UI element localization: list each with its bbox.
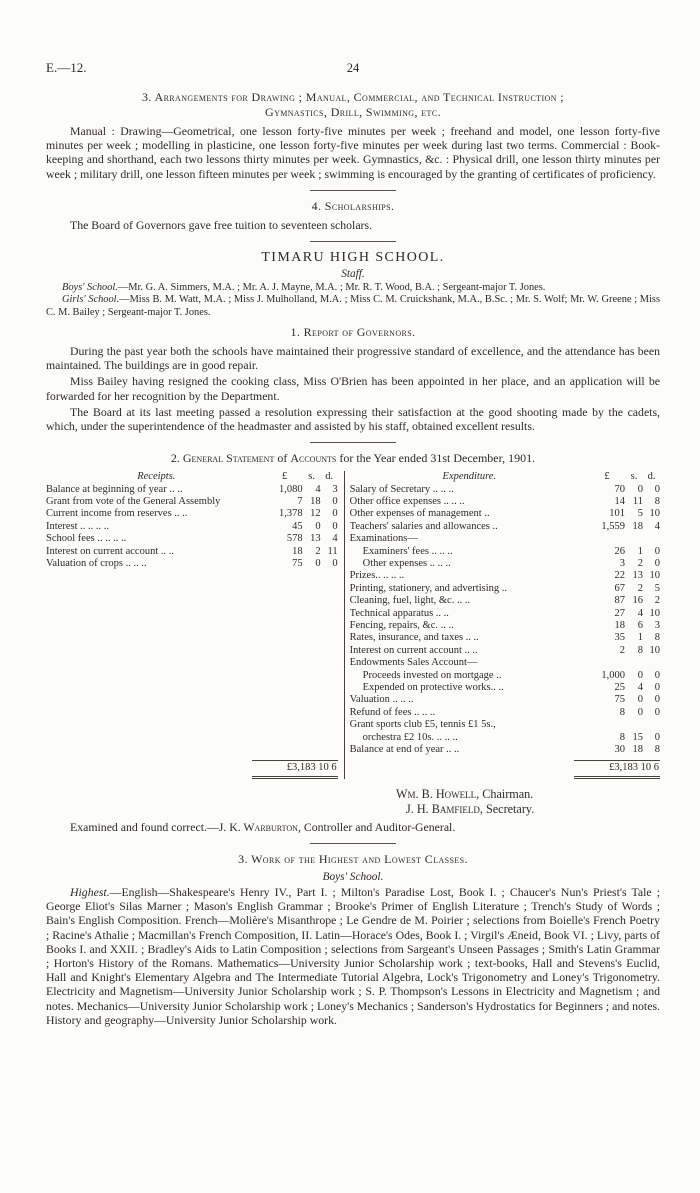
row-pence: 10 [649,644,660,656]
heading-line-1: 3. Arrangements for Drawing ; Manual, Commercial, and Technical Instruction ; [141,90,565,104]
row-shillings: 15 [632,731,643,743]
row-pence: 10 [649,570,660,582]
row-label: Balance at end of year .. .. [349,744,460,756]
table-row [46,508,338,520]
row-pounds: 22 [614,570,625,582]
shillings-header: s. [308,471,315,483]
audit-prefix: Examined and found correct.— [70,819,219,834]
report-paragraph-2: Miss Bailey having resigned the cooking class, Miss O'Brien has been appointed in her place, and an application will be forwarded for her recognition by the Department. [46,374,660,403]
row-label: Interest on current account .. .. [46,545,174,557]
row-pounds: 1,080 [279,483,303,495]
work-heading: 3. Work of the Highest and Lowest Classes. [238,851,468,866]
pence-header: d. [647,471,656,483]
table-row [350,595,660,607]
row-shillings: 0 [637,483,643,495]
table-group-row [350,657,660,669]
shillings-header: s. [630,471,638,483]
row-pounds: 87 [614,595,625,607]
arrangements-paragraph: Manual : Drawing—Geometrical, one lesson forty-five minutes per week ; freehand and model, one lesson forty-five minutes per week ; modelling in plasticine, one lesson forty-five minutes per week during last two terms. Commercial : Book-keeping and shorthand, each two lessons thirty minutes per week. Gymnastics, &c. : Physical drill, one lesson thirty minutes per week ; military drill, one lesson fifteen minutes per week ; swimming is encouraged by the granting of certificates of proficiency. [46,124,660,181]
row-label: Cleaning, fuel, light, &c. .. .. [349,595,471,607]
row-pence: 10 [649,607,660,619]
row-label: Endowments Sales Account— [349,657,478,669]
row-pence: 0 [332,557,338,569]
row-pounds: 1,559 [601,520,625,532]
row-pence [643,719,660,731]
table-row [46,484,338,496]
row-pence: 3 [332,483,338,495]
table-row [350,645,660,657]
row-label: Other expenses of management .. [349,508,490,520]
row-label: orchestra £2 10s. .. .. .. [362,731,458,743]
section-divider [310,241,396,242]
chairman-signature [396,787,660,802]
table-row [350,484,660,496]
row-shillings: 1 [637,545,643,557]
accounts-table [46,471,660,779]
section-divider [310,843,396,844]
table-row [350,570,660,582]
row-shillings: 13 [632,570,643,582]
row-label: Rates, insurance, and taxes .. .. [349,632,479,644]
secretary-signature [396,802,660,817]
row-shillings: 18 [632,744,643,756]
row-pounds: 75 [614,694,625,706]
expenditure-column-header [350,471,660,483]
row-pence: 0 [654,545,660,557]
row-label: Other office expenses .. .. .. [349,495,465,507]
row-pounds: 3 [619,557,625,569]
row-shillings: 0 [637,694,643,706]
table-row [350,707,660,719]
row-label: Printing, stationery, and advertising .. [349,582,508,594]
row-shillings: 6 [637,620,643,631]
boys-school-label: Boys' School. [62,282,118,294]
row-label: Technical apparatus .. .. [349,607,449,619]
table-row [350,732,660,744]
row-shillings: 18 [632,520,643,532]
row-pounds: 67 [614,582,625,594]
row-pounds: 8 [619,706,625,718]
row-pounds: 26 [614,545,625,557]
row-pence: 5 [654,582,660,594]
receipts-total: £3,183 10 6 [252,760,338,778]
work-lead: Highest. [70,884,110,899]
row-shillings: 12 [310,508,321,520]
row-pounds: 2 [619,644,625,656]
row-pounds: 1,000 [601,669,625,681]
signature-block [396,787,660,818]
row-pence: 0 [654,731,660,743]
table-row [46,496,338,508]
table-group-row [350,719,660,731]
row-label: School fees .. .. .. .. [46,533,127,545]
row-pounds: 45 [292,520,303,532]
row-label: Teachers' salaries and allowances .. [349,520,498,532]
row-label: Examiners' fees .. .. .. [362,545,453,557]
row-pence: 0 [332,495,338,507]
table-row [350,608,660,620]
row-label: Salary of Secretary .. .. .. [349,483,454,495]
receipts-column [46,471,338,779]
row-shillings: 0 [637,706,643,718]
row-label: Valuation of crops .. .. .. [46,557,147,569]
report-paragraph-1: During the past year both the schools have maintained their progressive standard of excellence, and the attendance has been maintained. The buildings are in good repair. [46,343,660,373]
receipts-title: Receipts. [137,471,176,483]
girls-school-label: Girls' School. [62,294,120,306]
table-row [350,546,660,558]
row-pence: 4 [332,533,338,545]
row-pounds: 578 [286,533,303,545]
scholarships-paragraph: The Board of Governors gave free tuition to seventeen scholars. [70,217,373,232]
pounds-header: £ [604,471,610,483]
row-pence: 0 [332,508,338,520]
table-row [350,583,660,595]
row-pence: 0 [654,706,660,718]
pence-header: d. [325,471,334,483]
row-pence: 8 [654,632,660,644]
section-divider [310,442,396,443]
row-shillings: 8 [637,644,643,656]
row-pence: 8 [654,744,660,756]
row-label: Interest .. .. .. .. [46,520,109,532]
school-title: TIMARU HIGH SCHOOL. [261,250,445,266]
expenditure-total: £3,183 10 6 [574,760,660,778]
table-row [350,558,660,570]
row-shillings: 18 [310,495,321,507]
row-shillings: 11 [632,495,643,507]
table-row [350,682,660,694]
row-pounds: 30 [614,744,625,756]
row-shillings: 16 [632,595,643,607]
table-row [46,558,338,570]
document-reference: E.—12. [46,60,87,75]
row-shillings: 0 [637,669,643,681]
row-shillings [625,657,643,669]
page-number: 24 [346,61,360,75]
accounts-heading-year: for the Year ended 31st December, 1901. [336,451,536,466]
table-row [350,670,660,682]
row-shillings: 4 [637,682,643,694]
accounts-heading-number: 2. [170,451,183,466]
row-pence: 4 [654,520,660,532]
table-row [350,521,660,533]
row-pence: 10 [649,508,660,520]
table-row [46,521,338,533]
secretary-title: , Secretary. [479,802,535,817]
row-label: Balance at beginning of year .. .. [46,483,183,495]
row-pounds: 75 [292,557,303,569]
table-row [46,546,338,558]
section-divider [310,190,396,191]
row-pounds [589,719,625,731]
table-group-row [350,533,660,545]
work-body: —English—Shakespeare's Henry IV., Part I. ; Milton's Paradise Lost, Book I. ; Chaucer's Nun's Priest's Tale ; George Eliot's Silas Marner ; Mason's English Grammar ; Brooke's Primer of English Literature ; Trench's Study of Words ; Bain's English Composition. French—Molière's Misanthrope ; Le Gendre de M. Poirier ; selections from Boielle's French Poetry ; Racine's Athalie ; Macmillan's French Composition, II. Latin—Horace's Odes, Book I. ; Virgil's Æneid, Book VI. ; Livy, parts of Books I. and XXII. ; Bradley's Aids to Latin Composition ; selections from Sargeant's Unseen Passages ; Smith's Latin Grammar ; Horton's History of the Romans. Mathematics—University Junior Scholarship work ; text-books, Hall and Stevens's Euclid, Hall and Knight's Elementary Algebra and The Intermediate Tutorial Algebra, Lock's Trigonometry and Loney's Trigonometry. Electricity and Magnetism—University Junior Scholarship work ; S. P. Thompson's Lessons in Electricity and Magnetism ; and notes. Mechanics—University Junior Scholarship work ; Loney's Mechanics ; Sanderson's Hydrostatics for Beginners ; and notes. History and geography—University Junior Scholarship work. [46,884,660,1027]
row-pounds: 18 [614,620,625,631]
row-pounds: 25 [614,682,625,694]
staff-heading: Staff. [341,268,365,281]
table-row [350,620,660,632]
girls-staff-line [46,294,660,319]
table-row [350,694,660,706]
row-pounds: 8 [619,731,625,743]
row-pounds: 1,378 [279,508,303,520]
row-label: Expended on protective works.. .. [362,682,504,694]
row-label: Other expenses .. .. .. [362,557,451,569]
receipts-total-row [46,758,338,778]
row-shillings: 1 [637,632,643,644]
table-row [350,744,660,756]
row-shillings: 2 [315,545,321,557]
table-row [350,508,660,520]
row-pence: 11 [327,545,338,557]
table-column-divider [344,471,345,779]
girls-staff-names: —Miss B. M. Watt, M.A. ; Miss J. Mulholland, M.A. ; Miss C. M. Cruickshank, M.A., B.Sc. ; Mr. S. Wolf; Mr. W. Greene ; Miss C. M. Bailey ; Sergeant-major T. Jones. [46,294,660,318]
row-pence: 0 [654,557,660,569]
row-pence: 8 [654,495,660,507]
row-shillings: 2 [637,557,643,569]
row-label: Grant sports club £5, tennis £1 5s., [349,719,496,731]
row-shillings [625,533,643,545]
row-pence: 3 [654,620,660,631]
work-subheading: Boys' School. [322,870,384,883]
row-shillings: 4 [637,607,643,619]
row-label: Interest on current account .. .. [349,644,478,656]
accounts-heading-accounts: Accounts [290,451,337,466]
row-pounds [589,657,625,669]
row-pounds: 14 [614,495,625,507]
row-label: Current income from reserves .. .. [46,508,188,520]
auditor-title: , Controller and Auditor-General. [297,819,456,834]
accounts-heading [46,451,660,466]
row-pence: 0 [654,483,660,495]
row-label: Proceeds invested on mortgage .. [362,669,502,681]
section-heading-scholarships: 4. Scholarships. [311,198,395,213]
row-pence: 0 [654,694,660,706]
chairman-title: , Chairman. [476,786,534,801]
row-pence: 0 [332,520,338,532]
row-pounds: 27 [614,607,625,619]
section-heading-arrangements [46,90,660,120]
row-label: Examinations— [349,533,418,545]
report-heading: 1. Report of Governors. [290,324,416,339]
boys-staff-line [46,282,660,294]
row-pounds [589,533,625,545]
row-pounds: 70 [614,483,625,495]
report-paragraph-3: The Board at its last meeting passed a resolution expressing their satisfaction at the good shooting made by the cadets, which, under the superintendence of the headmaster and assisted by his staff, obtained excellent results. [46,404,660,433]
accounts-heading-of: of [274,451,291,466]
expenditure-title: Expenditure. [442,471,497,483]
row-pence: 2 [654,595,660,607]
table-row [350,632,660,644]
row-pence [643,533,660,545]
row-label: Valuation .. .. .. [349,694,414,706]
row-shillings: 2 [637,582,643,594]
heading-line-2: Gymnastics, Drill, Swimming, etc. [265,105,441,119]
row-shillings: 0 [315,520,321,532]
row-shillings: 0 [315,557,321,569]
boys-staff-names: —Mr. G. A. Simmers, M.A. ; Mr. A. J. Mayne, M.A. ; Mr. R. T. Wood, B.A. ; Sergeant-major T. Jones. [117,282,546,294]
row-pounds: 7 [297,495,303,507]
work-paragraph [46,885,660,1027]
row-pence [643,657,660,669]
chairman-name: Wm. B. Howell [396,786,477,801]
row-label: Refund of fees .. .. .. [349,706,436,718]
expenditure-total-row [350,758,660,778]
receipts-column-header [46,471,338,483]
row-pence: 0 [654,682,660,694]
table-row [46,533,338,545]
auditor-name: J. K. Warburton [218,819,298,834]
accounts-heading-statement: General Statement [182,451,275,466]
row-pounds: 35 [614,632,625,644]
page-header [46,60,660,76]
audit-line [46,820,660,834]
row-label: Grant from vote of the General Assembly [46,495,221,507]
row-label: Prizes.. .. .. .. [349,570,405,582]
row-shillings: 5 [637,508,643,520]
pounds-header: £ [282,471,288,483]
row-pence: 0 [654,669,660,681]
row-pounds: 18 [292,545,303,557]
row-pounds: 101 [609,508,625,520]
secretary-name: J. H. Bamfield [406,802,480,817]
expenditure-column [350,471,660,779]
row-label: Fencing, repairs, &c. .. .. [349,620,454,631]
table-row [350,496,660,508]
row-shillings: 13 [310,533,321,545]
row-shillings [625,719,643,731]
row-shillings: 4 [315,483,321,495]
